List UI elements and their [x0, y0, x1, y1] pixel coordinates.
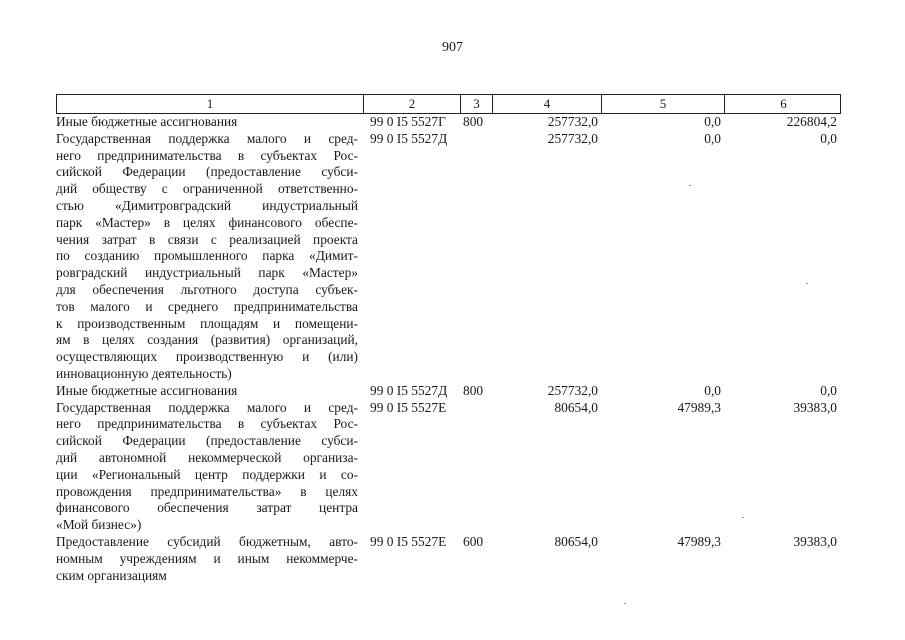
row-name-line: ским организациям — [56, 567, 167, 583]
row-name — [56, 114, 362, 131]
header-col-2: 2 — [363, 95, 460, 113]
row-name-line: стью «Димитровградский индустриальный — [56, 197, 358, 213]
table-row — [56, 383, 841, 400]
table-body — [56, 114, 841, 584]
row-name-line: него предпринимательства в субъектах Рос- — [56, 147, 358, 163]
row-name-line: провождения предпринимательства» в целях — [56, 483, 358, 499]
scan-speck — [806, 283, 808, 284]
row-value-col4: 257732,0 — [547, 382, 598, 398]
row-expense-type: 800 — [463, 114, 484, 129]
table-row — [56, 534, 841, 584]
scan-speck — [742, 517, 744, 518]
row-name-line: финансового обеспечения затрат центра — [56, 500, 358, 516]
header-col-1: 1 — [206, 96, 214, 111]
row-value-col6: 39383,0 — [793, 533, 837, 549]
row-name-line: по созданию промышленного парка «Димит- — [56, 248, 358, 264]
row-code: 99 0 I5 5527Е — [370, 533, 447, 549]
row-name-line: тов малого и среднего предпринимательства — [56, 298, 358, 314]
row-name-line: к производственным площадям и помещени- — [56, 315, 358, 331]
row-expense-type — [459, 400, 491, 534]
table-row — [56, 400, 841, 534]
row-name-line: ям в целях создания (развития) организаций, — [56, 332, 358, 348]
row-name-line: «Мой бизнес») — [56, 517, 142, 533]
scan-speck — [689, 185, 691, 186]
row-code: 99 0 I5 5527Е — [370, 399, 447, 415]
row-name-line: для обеспечения льготного доступа субъек- — [56, 281, 358, 297]
row-name — [56, 131, 362, 383]
row-expense-type — [459, 131, 491, 383]
header-col-6: 6 — [724, 95, 842, 113]
row-value-col6: 0,0 — [820, 382, 837, 398]
row-name-line: Иные бюджетные ассигнования — [56, 382, 238, 398]
page-number: 907 — [442, 40, 463, 55]
row-expense-type: 800 — [463, 382, 484, 398]
header-col-4: 4 — [492, 95, 601, 113]
row-name-line: Иные бюджетные ассигнования — [56, 114, 238, 129]
row-value-col5: 47989,3 — [677, 399, 721, 415]
row-expense-type: 600 — [463, 533, 484, 549]
row-name-line: дий обществу с ограниченной ответственно- — [56, 181, 358, 197]
row-value-col5: 0,0 — [704, 382, 721, 398]
row-value-col4: 257732,0 — [547, 130, 598, 146]
row-name-line: него предпринимательства в субъектах Рос- — [56, 416, 358, 432]
row-name — [56, 400, 362, 534]
table-header-row — [56, 94, 841, 114]
row-value-col4: 80654,0 — [554, 533, 598, 549]
scan-speck — [624, 603, 626, 604]
row-code: 99 0 I5 5527Д — [370, 130, 448, 146]
row-value-col4: 257732,0 — [547, 114, 598, 129]
row-value-col4: 80654,0 — [554, 399, 598, 415]
row-name — [56, 383, 362, 400]
row-name-line: осуществляющих производственную и (или) — [56, 349, 358, 365]
row-code: 99 0 I5 5527Д — [370, 382, 448, 398]
row-name-line: сийской Федерации (предоставление субси- — [56, 164, 358, 180]
header-col-3: 3 — [460, 95, 492, 113]
budget-table — [56, 94, 841, 584]
row-value-col5: 0,0 — [704, 130, 721, 146]
row-value-col6: 39383,0 — [793, 399, 837, 415]
row-value-col6: 0,0 — [820, 130, 837, 146]
row-name-line: парк «Мастер» в целях финансового обеспе- — [56, 214, 358, 230]
row-name-line: Государственная поддержка малого и сред- — [56, 130, 358, 146]
header-col-5: 5 — [601, 95, 724, 113]
row-value-col5: 0,0 — [704, 114, 721, 129]
row-name-line: чения затрат в связи с реализацией проекта — [56, 231, 358, 247]
row-name — [56, 534, 362, 584]
row-value-col6: 226804,2 — [786, 114, 837, 129]
row-value-col5: 47989,3 — [677, 533, 721, 549]
row-name-line: Государственная поддержка малого и сред- — [56, 399, 358, 415]
row-name-line: ции «Региональный центр поддержки и со- — [56, 466, 358, 482]
table-row — [56, 131, 841, 383]
row-name-line: Предоставление субсидий бюджетным, авто- — [56, 533, 358, 549]
row-name-line: номным учреждениям и иным некоммерче- — [56, 550, 358, 566]
table-row — [56, 114, 841, 131]
row-name-line: ровградский индустриальный парк «Мастер» — [56, 265, 358, 281]
row-name-line: сийской Федерации (предоставление субси- — [56, 433, 358, 449]
row-name-line: дий автономной некоммерческой организа- — [56, 449, 358, 465]
row-code: 99 0 I5 5527Г — [370, 114, 446, 129]
row-name-line: инновационную деятельность) — [56, 365, 232, 381]
